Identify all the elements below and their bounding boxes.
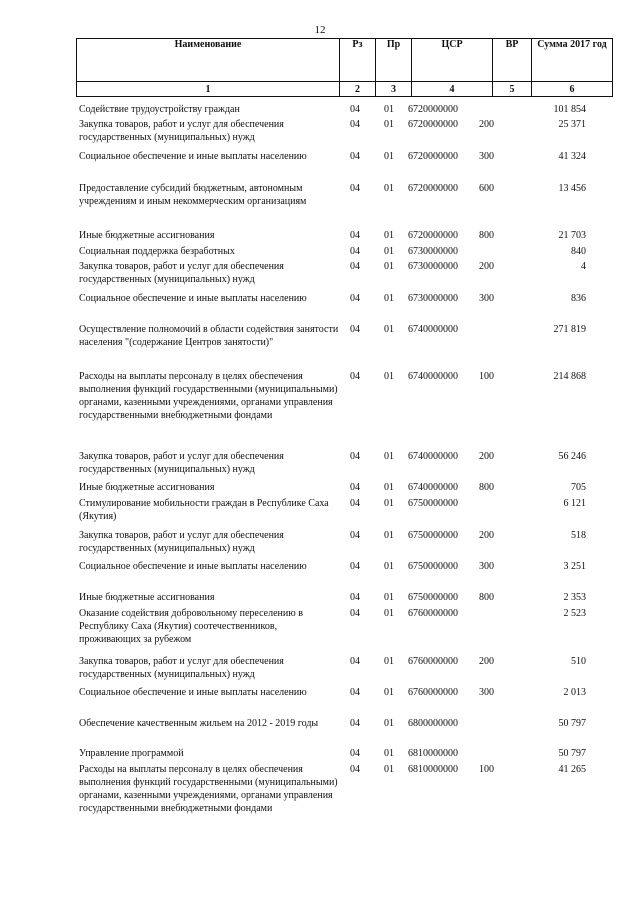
row-vr: 200 xyxy=(479,656,494,667)
row-sum: 214 868 xyxy=(553,371,586,382)
row-name: Расходы на выплаты персоналу в целях обеспечения выполнения функций государственными (муниципальными) органами, казенными учреждениями, органами управления государственными внебюджетными фондами xyxy=(79,764,338,814)
row-rz: 04 xyxy=(350,451,360,462)
row-name: Закупка товаров, работ и услуг для обеспечения государственных (муниципальных) нужд xyxy=(79,530,284,554)
row-pr: 01 xyxy=(384,246,394,257)
row-csr: 6730000000 xyxy=(408,261,458,272)
row-pr: 01 xyxy=(384,718,394,729)
row-rz: 04 xyxy=(350,261,360,272)
row-pr: 01 xyxy=(384,656,394,667)
row-sum: 2 013 xyxy=(563,687,586,698)
row-rz: 04 xyxy=(350,608,360,619)
page-number: 12 xyxy=(314,24,326,36)
row-vr: 800 xyxy=(479,230,494,241)
row-sum: 4 xyxy=(581,261,586,272)
row-pr: 01 xyxy=(384,324,394,335)
row-sum: 510 xyxy=(571,656,586,667)
column-number: 1 xyxy=(77,82,340,97)
row-name: Иные бюджетные ассигнования xyxy=(79,592,215,603)
row-csr: 6800000000 xyxy=(408,718,458,729)
row-pr: 01 xyxy=(384,482,394,493)
row-vr: 800 xyxy=(479,592,494,603)
row-vr: 200 xyxy=(479,261,494,272)
row-csr: 6760000000 xyxy=(408,656,458,667)
row-sum: 6 121 xyxy=(563,498,586,509)
row-pr: 01 xyxy=(384,530,394,541)
row-name: Закупка товаров, работ и услуг для обеспечения государственных (муниципальных) нужд xyxy=(79,451,284,475)
row-csr: 6760000000 xyxy=(408,608,458,619)
row-name: Осуществление полномочий в области содействия занятости населения "(содержание Центров занятости)" xyxy=(79,324,339,348)
row-vr: 300 xyxy=(479,687,494,698)
row-sum: 101 854 xyxy=(553,104,586,115)
row-csr: 6720000000 xyxy=(408,183,458,194)
row-csr: 6730000000 xyxy=(408,246,458,257)
row-pr: 01 xyxy=(384,592,394,603)
row-rz: 04 xyxy=(350,371,360,382)
row-rz: 04 xyxy=(350,482,360,493)
row-name: Социальное обеспечение и иные выплаты населению xyxy=(79,561,307,572)
row-sum: 56 246 xyxy=(558,451,586,462)
row-pr: 01 xyxy=(384,687,394,698)
row-pr: 01 xyxy=(384,764,394,775)
row-sum: 271 819 xyxy=(553,324,586,335)
row-rz: 04 xyxy=(350,764,360,775)
row-sum: 50 797 xyxy=(558,748,586,759)
row-sum: 25 371 xyxy=(558,119,586,130)
row-pr: 01 xyxy=(384,151,394,162)
row-rz: 04 xyxy=(350,561,360,572)
row-csr: 6720000000 xyxy=(408,119,458,130)
row-name: Расходы на выплаты персоналу в целях обеспечения выполнения функций государственными (муниципальными) органами, казенными учреждениями, органами управления государственными внебюджетными фондами xyxy=(79,371,338,421)
row-vr: 100 xyxy=(479,371,494,382)
row-rz: 04 xyxy=(350,104,360,115)
row-sum: 41 265 xyxy=(558,764,586,775)
row-pr: 01 xyxy=(384,183,394,194)
row-sum: 705 xyxy=(571,482,586,493)
row-rz: 04 xyxy=(350,293,360,304)
row-sum: 518 xyxy=(571,530,586,541)
row-sum: 3 251 xyxy=(563,561,586,572)
row-vr: 300 xyxy=(479,561,494,572)
row-name: Социальное обеспечение и иные выплаты населению xyxy=(79,293,307,304)
row-name: Закупка товаров, работ и услуг для обеспечения государственных (муниципальных) нужд xyxy=(79,656,284,680)
column-number: 5 xyxy=(493,82,532,97)
row-csr: 6720000000 xyxy=(408,104,458,115)
row-rz: 04 xyxy=(350,656,360,667)
row-csr: 6740000000 xyxy=(408,324,458,335)
row-csr: 6810000000 xyxy=(408,748,458,759)
row-rz: 04 xyxy=(350,687,360,698)
row-sum: 21 703 xyxy=(558,230,586,241)
row-rz: 04 xyxy=(350,151,360,162)
row-name: Иные бюджетные ассигнования xyxy=(79,230,215,241)
row-vr: 300 xyxy=(479,151,494,162)
row-sum: 50 797 xyxy=(558,718,586,729)
row-name: Содействие трудоустройству граждан xyxy=(79,104,240,115)
row-csr: 6720000000 xyxy=(408,230,458,241)
row-sum: 836 xyxy=(571,293,586,304)
column-header-csr: ЦСР xyxy=(412,39,493,82)
row-rz: 04 xyxy=(350,246,360,257)
row-rz: 04 xyxy=(350,498,360,509)
row-rz: 04 xyxy=(350,324,360,335)
column-number: 6 xyxy=(532,82,613,97)
row-csr: 6750000000 xyxy=(408,561,458,572)
column-header-name: Наименование xyxy=(77,39,340,82)
row-pr: 01 xyxy=(384,748,394,759)
row-rz: 04 xyxy=(350,119,360,130)
row-name: Управление программой xyxy=(79,748,184,759)
row-pr: 01 xyxy=(384,561,394,572)
row-rz: 04 xyxy=(350,718,360,729)
column-number: 2 xyxy=(340,82,376,97)
row-csr: 6740000000 xyxy=(408,371,458,382)
row-sum: 2 523 xyxy=(563,608,586,619)
row-csr: 6740000000 xyxy=(408,451,458,462)
row-csr: 6750000000 xyxy=(408,592,458,603)
row-vr: 200 xyxy=(479,451,494,462)
column-header-sum: Сумма 2017 год xyxy=(532,39,613,82)
row-rz: 04 xyxy=(350,230,360,241)
row-vr: 200 xyxy=(479,530,494,541)
row-pr: 01 xyxy=(384,608,394,619)
row-sum: 840 xyxy=(571,246,586,257)
row-vr: 300 xyxy=(479,293,494,304)
row-csr: 6750000000 xyxy=(408,498,458,509)
row-pr: 01 xyxy=(384,230,394,241)
row-rz: 04 xyxy=(350,592,360,603)
row-name: Социальная поддержка безработных xyxy=(79,246,235,257)
row-pr: 01 xyxy=(384,293,394,304)
row-vr: 600 xyxy=(479,183,494,194)
row-name: Обеспечение качественным жильем на 2012 - 2019 годы xyxy=(79,718,319,729)
row-csr: 6760000000 xyxy=(408,687,458,698)
column-header-vr: ВР xyxy=(493,39,532,82)
row-csr: 6740000000 xyxy=(408,482,458,493)
row-name: Социальное обеспечение и иные выплаты населению xyxy=(79,151,307,162)
row-csr: 6720000000 xyxy=(408,151,458,162)
row-sum: 2 353 xyxy=(563,592,586,603)
column-number: 3 xyxy=(376,82,412,97)
row-rz: 04 xyxy=(350,748,360,759)
row-sum: 13 456 xyxy=(558,183,586,194)
row-sum: 41 324 xyxy=(558,151,586,162)
row-name: Предоставление субсидий бюджетным, автономным учреждениям и иным некоммерческим организациям xyxy=(79,183,307,207)
row-rz: 04 xyxy=(350,183,360,194)
column-header-rz: Рз xyxy=(340,39,376,82)
row-csr: 6730000000 xyxy=(408,293,458,304)
row-pr: 01 xyxy=(384,261,394,272)
row-csr: 6810000000 xyxy=(408,764,458,775)
row-pr: 01 xyxy=(384,451,394,462)
row-pr: 01 xyxy=(384,119,394,130)
row-pr: 01 xyxy=(384,371,394,382)
row-name: Социальное обеспечение и иные выплаты населению xyxy=(79,687,307,698)
column-number: 4 xyxy=(412,82,493,97)
row-vr: 100 xyxy=(479,764,494,775)
row-name: Закупка товаров, работ и услуг для обеспечения государственных (муниципальных) нужд xyxy=(79,261,284,285)
row-pr: 01 xyxy=(384,104,394,115)
row-pr: 01 xyxy=(384,498,394,509)
row-csr: 6750000000 xyxy=(408,530,458,541)
column-header-pr: Пр xyxy=(376,39,412,82)
row-vr: 200 xyxy=(479,119,494,130)
row-vr: 800 xyxy=(479,482,494,493)
row-name: Оказание содействия добровольному переселению в Республику Саха (Якутия) соотечественников, проживающих за рубежом xyxy=(79,608,303,645)
row-name: Закупка товаров, работ и услуг для обеспечения государственных (муниципальных) нужд xyxy=(79,119,284,143)
row-rz: 04 xyxy=(350,530,360,541)
row-name: Стимулирование мобильности граждан в Республике Саха (Якутия) xyxy=(79,498,329,522)
row-name: Иные бюджетные ассигнования xyxy=(79,482,215,493)
